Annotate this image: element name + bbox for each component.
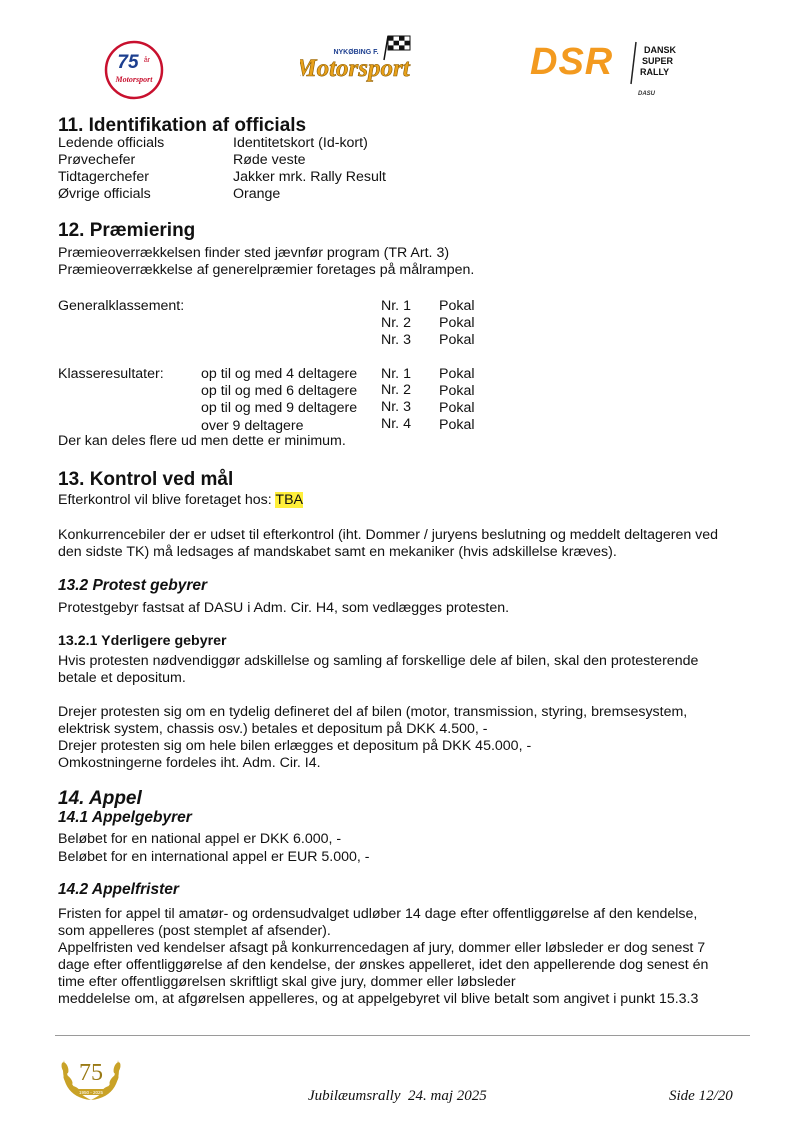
class-condition: over 9 deltagere: [201, 418, 304, 434]
section-11-title: 11. Identifikation af officials: [58, 115, 307, 136]
footer-event: Jubilæumsrally 24. maj 2025: [308, 1088, 487, 1104]
svg-text:1950 - 2025: 1950 - 2025: [78, 1090, 104, 1095]
prize-value: Pokal: [439, 417, 475, 433]
page-number: Side 12/20: [669, 1088, 733, 1104]
section-13-2-1-text: Drejer protesten sig om en tydelig defineret del af bilen (motor, transmission, styring, bremsesystem,: [58, 704, 688, 720]
prize-nr: Nr. 1: [381, 366, 411, 382]
svg-text:Motorsport: Motorsport: [300, 55, 410, 82]
general-classification-label: Generalklassement:: [58, 298, 185, 314]
section-13-2-1-text: betale et depositum.: [58, 670, 186, 686]
official-role: Tidtagerchefer: [58, 169, 149, 185]
svg-text:DANSK: DANSK: [644, 45, 677, 55]
footer-75-badge: [54, 1040, 128, 1104]
official-role: Øvrige officials: [58, 186, 151, 202]
svg-text:Motorsport: Motorsport: [115, 75, 153, 84]
svg-text:DSR: DSR: [530, 41, 614, 83]
section-12-text: Præmieoverrækkelsen finder sted jævnfør program (TR Art. 3): [58, 245, 450, 261]
logo-nykobing-motorsport: [300, 34, 414, 90]
efterkontrol-label: Efterkontrol vil blive foretaget hos:: [58, 492, 276, 508]
officials-table: [58, 135, 386, 203]
official-identification: Røde veste: [233, 152, 306, 168]
svg-text:år: år: [143, 57, 151, 64]
official-identification: Orange: [233, 186, 281, 202]
section-14-1-text: Beløbet for en national appel er DKK 6.000, -: [58, 831, 342, 847]
officials-row: [58, 135, 368, 152]
svg-text:NYKØBING F.: NYKØBING F.: [333, 49, 379, 56]
section-13-2-1-text: Drejer protesten sig om hele bilen erlægges et depositum på DKK 45.000, -: [58, 738, 532, 754]
prize-value: Pokal: [439, 298, 475, 314]
class-results-label: Klasseresultater:: [58, 366, 164, 382]
svg-text:RALLY: RALLY: [640, 67, 670, 77]
prize-nr: Nr. 2: [381, 315, 411, 331]
section-14-title: 14. Appel: [58, 788, 142, 809]
svg-text:SUPER: SUPER: [642, 56, 674, 66]
section-13-2-1-text: Hvis protesten nødvendiggør adskillelse og samling af forskellige dele af bilen, skal den protesterende: [58, 653, 699, 669]
section-14-2-text: dage efter offentliggørelse af den kendelse, der ønskes appelleret, idet den appellerende dog senest én: [58, 957, 709, 973]
prize-nr: Nr. 1: [381, 298, 411, 314]
officials-row: [58, 186, 281, 203]
class-condition: op til og med 9 deltagere: [201, 400, 358, 416]
official-identification: Jakker mrk. Rally Result: [233, 169, 386, 185]
svg-text:DASU: DASU: [638, 91, 656, 97]
section-14-1-title: 14.1 Appelgebyrer: [58, 809, 192, 826]
section-13-title: 13. Kontrol ved mål: [58, 469, 234, 490]
official-identification: Identitetskort (Id-kort): [233, 135, 368, 151]
section-14-2-text: time efter offentliggørelsen skriftligt skal give jury, dommer eller løbsleder: [58, 974, 516, 990]
official-role: Prøvechefer: [58, 152, 136, 168]
prize-value: Pokal: [439, 400, 475, 416]
section-14-1-text: Beløbet for en international appel er EUR 5.000, -: [58, 849, 370, 865]
prize-value: Pokal: [439, 366, 475, 382]
section-13-2-1-title: 13.2.1 Yderligere gebyrer: [58, 633, 227, 649]
officials-row: [58, 152, 306, 169]
prize-value: Pokal: [439, 332, 475, 348]
svg-text:75: 75: [79, 1060, 103, 1086]
class-condition: op til og med 4 deltagere: [201, 366, 358, 382]
logo-dansk-super-rally: [530, 40, 700, 102]
section-12-title: 12. Præmiering: [58, 220, 196, 241]
section-12-text: Præmieoverrækkelse af generelpræmier foretages på målrampen.: [58, 262, 475, 278]
prize-nr: Nr. 2: [381, 382, 411, 398]
section-14-2-text: Fristen for appel til amatør- og ordensudvalget udløber 14 dage efter offentliggørelse af den kendelse,: [58, 906, 698, 922]
section-13-2-1-text: Omkostningerne fordeles iht. Adm. Cir. I4.: [58, 755, 321, 771]
prize-nr: Nr. 3: [381, 332, 411, 348]
section-13-text: den sidste TK) må ledsages af mandskabet samt en mekaniker (hvis adskillelse kræves).: [58, 544, 617, 560]
section-14-2-title: 14.2 Appelfrister: [58, 881, 179, 898]
section-13-2-1-text: elektrisk system, chassis osv.) betales et depositum på DKK 4.500, -: [58, 721, 488, 737]
footer-divider: [55, 1035, 750, 1036]
section-14-2-text: som appelleres (post stemplet af afsender).: [58, 923, 331, 939]
prize-nr: Nr. 3: [381, 399, 411, 415]
svg-text:75: 75: [117, 52, 139, 73]
prize-nr: Nr. 4: [381, 416, 411, 432]
prize-value: Pokal: [439, 315, 475, 331]
efterkontrol-line: [58, 492, 303, 509]
section-14-2-text: Appelfristen ved kendelser afsagt på konkurrencedagen af jury, dommer eller løbsleder er dog senest 7: [58, 940, 706, 956]
section-14-2-text: meddelelse om, at afgørelsen appelleres, og at appelgebyret vil blive betalt som angivet i punkt 15.3.3: [58, 991, 699, 1007]
officials-row: [58, 169, 386, 186]
efterkontrol-location: TBA: [275, 492, 303, 508]
logo-75-years: [104, 40, 164, 100]
section-13-text: Konkurrencebiler der er udset til efterkontrol (iht. Dommer / juryens beslutning og meddelt deltageren ved: [58, 527, 719, 543]
class-condition: op til og med 6 deltagere: [201, 383, 358, 399]
prize-value: Pokal: [439, 383, 475, 399]
official-role: Ledende officials: [58, 135, 165, 151]
section-13-2-text: Protestgebyr fastsat af DASU i Adm. Cir. H4, som vedlægges protesten.: [58, 600, 510, 616]
section-12-note: Der kan deles flere ud men dette er minimum.: [58, 433, 346, 449]
section-13-2-title: 13.2 Protest gebyrer: [58, 577, 208, 594]
